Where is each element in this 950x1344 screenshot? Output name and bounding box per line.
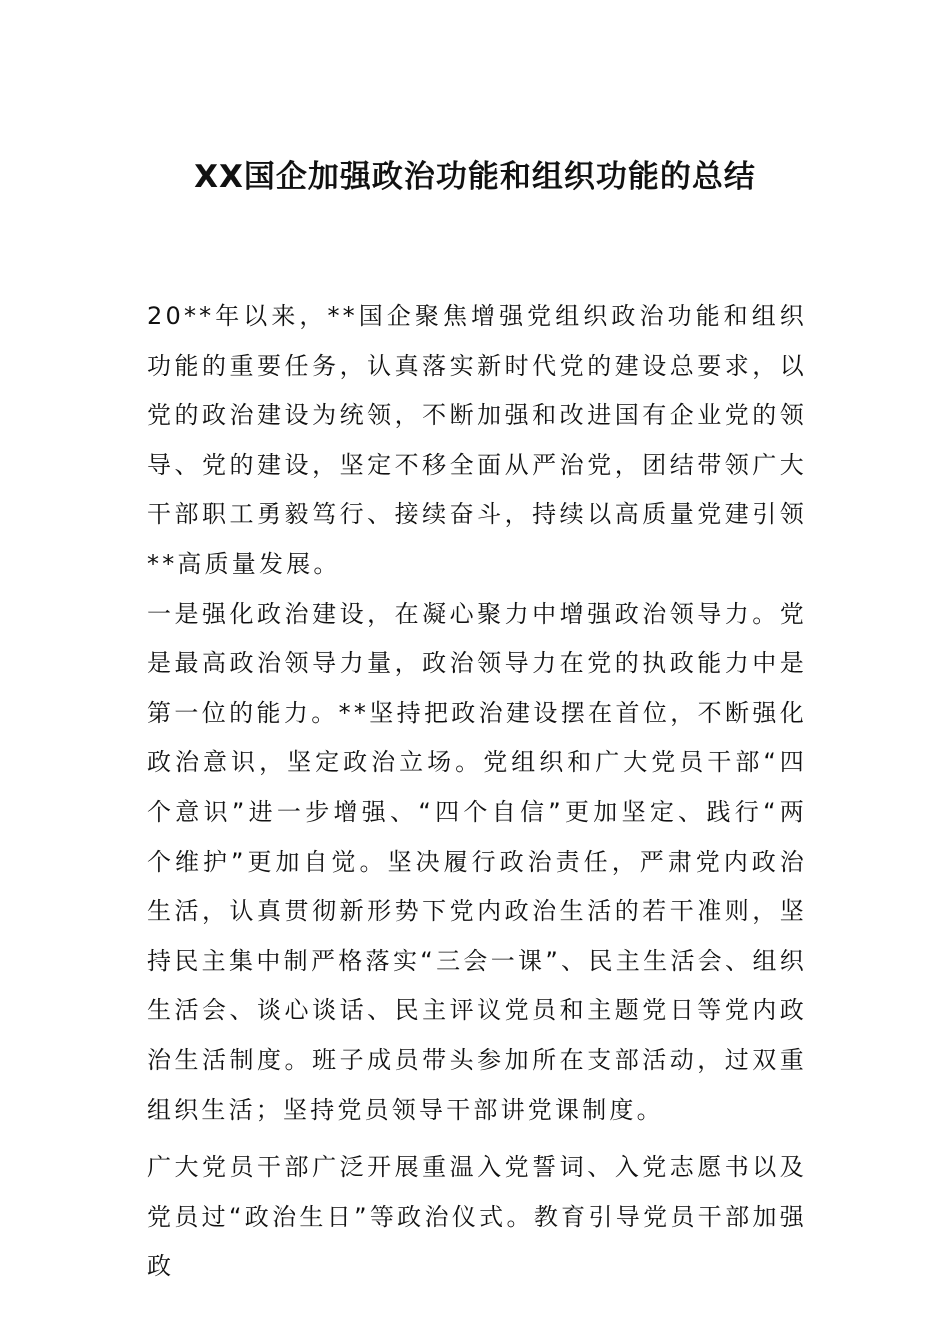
paragraph-political-rituals: 广大党员干部广泛开展重温入党誓词、入党志愿书以及党员过“政治生日”等政治仪式。教育引导党员干部加强政	[147, 1153, 807, 1281]
document-body	[147, 292, 807, 1292]
paragraph-political-building: 一是强化政治建设，在凝心聚力中增强政治领导力。党是最高政治领导力量，政治领导力在党的执政能力中是第一位的能力。**坚持把政治建设摆在首位，不断强化政治意识，坚定政治立场。党组织和广大党员干部“四个意识”进一步增强、“四个自信”更加坚定、践行“两个维护”更加自觉。坚决履行政治责任，严肃党内政治生活，认真贯彻新形势下党内政治生活的若干准则，坚持民主集中制严格落实“三会一课”、民主生活会、组织生活会、谈心谈话、民主评议党员和主题党日等党内政治生活制度。班子成员带头参加所在支部活动，过双重组织生活；坚持党员领导干部讲党课制度。	[147, 599, 807, 1124]
paragraph-intro: 20**年以来，**国企聚焦增强党组织政治功能和组织功能的重要任务，认真落实新时代党的建设总要求，以党的政治建设为统领，不断加强和改进国有企业党的领导、党的建设，坚定不移全面从严治党，团结带领广大干部职工勇毅笃行、接续奋斗，持续以高质量党建引领**高质量发展。	[147, 302, 807, 578]
document-title: XX国企加强政治功能和组织功能的总结	[194, 159, 756, 195]
